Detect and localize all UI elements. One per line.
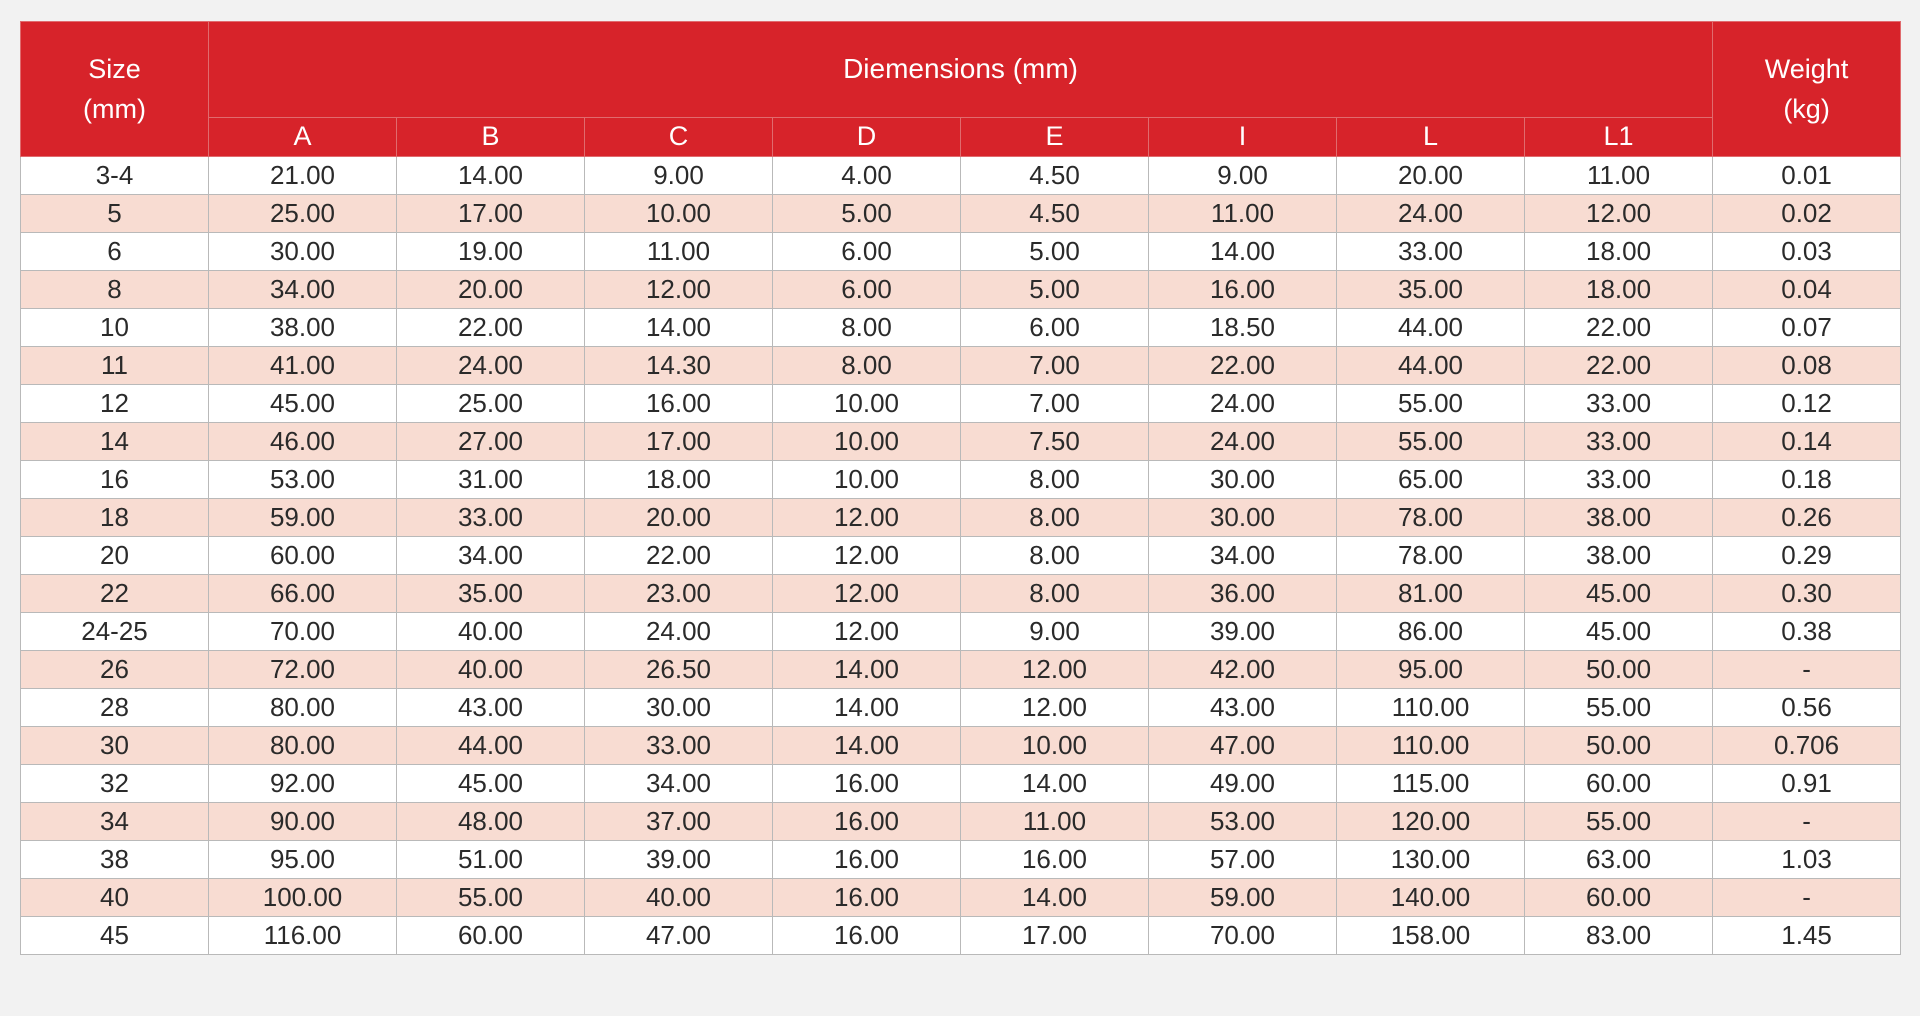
dimension-cell-e: 12.00 [961, 689, 1149, 727]
size-cell: 5 [21, 195, 209, 233]
table-row [21, 195, 1901, 233]
weight-cell: 0.01 [1713, 157, 1901, 195]
size-header-line2: (mm) [83, 94, 146, 124]
dimension-cell-c: 18.00 [585, 461, 773, 499]
dimension-cell-c: 30.00 [585, 689, 773, 727]
dimension-cell-i: 59.00 [1149, 879, 1337, 917]
dimension-cell-d: 16.00 [773, 765, 961, 803]
dimension-cell-e: 14.00 [961, 765, 1149, 803]
dimension-cell-l1: 50.00 [1525, 651, 1713, 689]
dimension-cell-l1: 60.00 [1525, 765, 1713, 803]
dimension-cell-i: 36.00 [1149, 575, 1337, 613]
dimension-cell-c: 47.00 [585, 917, 773, 955]
dimension-cell-c: 17.00 [585, 423, 773, 461]
dimension-cell-a: 72.00 [209, 651, 397, 689]
weight-cell: - [1713, 651, 1901, 689]
dimension-cell-l1: 12.00 [1525, 195, 1713, 233]
dimension-cell-a: 90.00 [209, 803, 397, 841]
dimension-cell-c: 9.00 [585, 157, 773, 195]
dimension-cell-b: 44.00 [397, 727, 585, 765]
dimension-cell-e: 6.00 [961, 309, 1149, 347]
dimension-cell-l: 86.00 [1337, 613, 1525, 651]
dimension-cell-i: 39.00 [1149, 613, 1337, 651]
dimension-cell-e: 17.00 [961, 917, 1149, 955]
dimension-cell-l1: 22.00 [1525, 347, 1713, 385]
dimension-cell-b: 43.00 [397, 689, 585, 727]
table-row [21, 841, 1901, 879]
dimension-cell-a: 38.00 [209, 309, 397, 347]
size-cell: 38 [21, 841, 209, 879]
dimension-cell-c: 24.00 [585, 613, 773, 651]
dimension-cell-d: 12.00 [773, 613, 961, 651]
size-cell: 26 [21, 651, 209, 689]
table-row [21, 689, 1901, 727]
dimension-cell-i: 53.00 [1149, 803, 1337, 841]
dimension-cell-i: 34.00 [1149, 537, 1337, 575]
dimension-cell-a: 100.00 [209, 879, 397, 917]
dimension-cell-l: 110.00 [1337, 689, 1525, 727]
dimension-cell-a: 30.00 [209, 233, 397, 271]
dimension-header-l: L [1337, 117, 1525, 156]
size-column-header [21, 22, 209, 157]
dimension-cell-b: 34.00 [397, 537, 585, 575]
table-row [21, 309, 1901, 347]
dimension-cell-b: 51.00 [397, 841, 585, 879]
dimension-cell-l: 35.00 [1337, 271, 1525, 309]
dimension-cell-l1: 33.00 [1525, 423, 1713, 461]
size-cell: 3-4 [21, 157, 209, 195]
dimension-cell-e: 16.00 [961, 841, 1149, 879]
dimension-cell-i: 18.50 [1149, 309, 1337, 347]
dimension-cell-c: 40.00 [585, 879, 773, 917]
dimension-cell-e: 5.00 [961, 233, 1149, 271]
header-row-top [21, 22, 1901, 118]
weight-cell: 0.29 [1713, 537, 1901, 575]
dimension-cell-c: 16.00 [585, 385, 773, 423]
dimension-cell-c: 33.00 [585, 727, 773, 765]
dimension-cell-c: 23.00 [585, 575, 773, 613]
dimension-cell-b: 22.00 [397, 309, 585, 347]
dimension-cell-i: 30.00 [1149, 461, 1337, 499]
size-header-line1: Size [88, 54, 141, 84]
dimension-cell-l: 78.00 [1337, 537, 1525, 575]
dimension-cell-d: 14.00 [773, 727, 961, 765]
weight-cell: - [1713, 803, 1901, 841]
dimension-cell-i: 22.00 [1149, 347, 1337, 385]
dimension-cell-l: 78.00 [1337, 499, 1525, 537]
dimension-cell-l: 95.00 [1337, 651, 1525, 689]
dimension-cell-l1: 45.00 [1525, 613, 1713, 651]
dimension-cell-a: 116.00 [209, 917, 397, 955]
dimension-cell-e: 7.00 [961, 385, 1149, 423]
dimension-cell-e: 4.50 [961, 195, 1149, 233]
dimension-cell-l: 55.00 [1337, 385, 1525, 423]
weight-cell: 0.12 [1713, 385, 1901, 423]
dimension-cell-d: 16.00 [773, 803, 961, 841]
dimension-cell-d: 10.00 [773, 461, 961, 499]
dimension-cell-e: 10.00 [961, 727, 1149, 765]
dimension-cell-d: 14.00 [773, 651, 961, 689]
dimension-cell-i: 43.00 [1149, 689, 1337, 727]
dimension-cell-a: 46.00 [209, 423, 397, 461]
dimension-cell-e: 9.00 [961, 613, 1149, 651]
size-cell: 16 [21, 461, 209, 499]
dimension-cell-c: 22.00 [585, 537, 773, 575]
dimension-cell-a: 21.00 [209, 157, 397, 195]
dimension-cell-i: 24.00 [1149, 423, 1337, 461]
dimension-cell-d: 12.00 [773, 499, 961, 537]
table-row [21, 613, 1901, 651]
dimension-cell-b: 40.00 [397, 613, 585, 651]
dimension-cell-l: 20.00 [1337, 157, 1525, 195]
dimension-cell-i: 14.00 [1149, 233, 1337, 271]
dimension-cell-i: 42.00 [1149, 651, 1337, 689]
size-cell: 12 [21, 385, 209, 423]
dimension-cell-b: 45.00 [397, 765, 585, 803]
table-row [21, 499, 1901, 537]
weight-cell: 0.08 [1713, 347, 1901, 385]
dimension-cell-d: 12.00 [773, 575, 961, 613]
dimension-cell-b: 55.00 [397, 879, 585, 917]
dimension-cell-b: 14.00 [397, 157, 585, 195]
dimension-cell-l: 158.00 [1337, 917, 1525, 955]
weight-header-line1: Weight [1764, 54, 1849, 84]
table-row [21, 727, 1901, 765]
dimension-cell-l1: 33.00 [1525, 461, 1713, 499]
dimension-header-d: D [773, 117, 961, 156]
weight-cell: 0.04 [1713, 271, 1901, 309]
dimension-cell-a: 70.00 [209, 613, 397, 651]
dimension-cell-e: 14.00 [961, 879, 1149, 917]
dimension-cell-b: 40.00 [397, 651, 585, 689]
dimension-cell-l1: 33.00 [1525, 385, 1713, 423]
dimension-cell-c: 34.00 [585, 765, 773, 803]
size-cell: 28 [21, 689, 209, 727]
dimension-cell-a: 95.00 [209, 841, 397, 879]
weight-column-header [1713, 22, 1901, 157]
dimension-cell-e: 7.00 [961, 347, 1149, 385]
dimensions-group-header: Diemensions (mm) [209, 22, 1713, 118]
dimension-cell-c: 11.00 [585, 233, 773, 271]
size-cell: 18 [21, 499, 209, 537]
size-cell: 10 [21, 309, 209, 347]
weight-cell: 0.30 [1713, 575, 1901, 613]
dimension-cell-d: 4.00 [773, 157, 961, 195]
dimension-cell-a: 66.00 [209, 575, 397, 613]
size-cell: 34 [21, 803, 209, 841]
table-row [21, 271, 1901, 309]
table-row [21, 233, 1901, 271]
weight-cell: 0.706 [1713, 727, 1901, 765]
weight-cell: 1.03 [1713, 841, 1901, 879]
dimension-cell-a: 53.00 [209, 461, 397, 499]
dimension-cell-d: 5.00 [773, 195, 961, 233]
dimension-cell-l1: 60.00 [1525, 879, 1713, 917]
dimension-header-l1: L1 [1525, 117, 1713, 156]
table-body [21, 157, 1901, 955]
dimension-cell-a: 25.00 [209, 195, 397, 233]
dimension-cell-b: 60.00 [397, 917, 585, 955]
dimension-cell-e: 8.00 [961, 575, 1149, 613]
dimension-cell-a: 41.00 [209, 347, 397, 385]
size-cell: 6 [21, 233, 209, 271]
dimension-cell-a: 92.00 [209, 765, 397, 803]
dimension-cell-b: 17.00 [397, 195, 585, 233]
weight-cell: 0.07 [1713, 309, 1901, 347]
dimension-header-a: A [209, 117, 397, 156]
size-cell: 40 [21, 879, 209, 917]
dimension-cell-d: 6.00 [773, 233, 961, 271]
dimension-cell-l1: 83.00 [1525, 917, 1713, 955]
dimension-cell-l: 55.00 [1337, 423, 1525, 461]
weight-cell: 1.45 [1713, 917, 1901, 955]
dimension-cell-d: 8.00 [773, 347, 961, 385]
dimension-header-e: E [961, 117, 1149, 156]
weight-cell: 0.14 [1713, 423, 1901, 461]
dimensions-table [20, 21, 1901, 955]
dimension-cell-i: 24.00 [1149, 385, 1337, 423]
dimension-cell-b: 33.00 [397, 499, 585, 537]
dimension-header-b: B [397, 117, 585, 156]
dimension-cell-l1: 50.00 [1525, 727, 1713, 765]
table-row [21, 765, 1901, 803]
weight-cell: 0.02 [1713, 195, 1901, 233]
dimension-cell-a: 80.00 [209, 727, 397, 765]
dimension-cell-e: 7.50 [961, 423, 1149, 461]
dimension-cell-d: 16.00 [773, 841, 961, 879]
dimension-cell-l1: 38.00 [1525, 537, 1713, 575]
dimension-cell-i: 49.00 [1149, 765, 1337, 803]
weight-cell: 0.38 [1713, 613, 1901, 651]
dimension-cell-l: 33.00 [1337, 233, 1525, 271]
dimension-cell-l: 24.00 [1337, 195, 1525, 233]
table-row [21, 575, 1901, 613]
dimension-cell-b: 48.00 [397, 803, 585, 841]
dimension-cell-b: 25.00 [397, 385, 585, 423]
dimension-cell-c: 39.00 [585, 841, 773, 879]
dimension-cell-e: 8.00 [961, 499, 1149, 537]
dimension-cell-l1: 11.00 [1525, 157, 1713, 195]
dimension-cell-c: 20.00 [585, 499, 773, 537]
dimension-cell-a: 60.00 [209, 537, 397, 575]
dimension-header-c: C [585, 117, 773, 156]
dimension-cell-b: 24.00 [397, 347, 585, 385]
size-cell: 45 [21, 917, 209, 955]
dimension-cell-c: 10.00 [585, 195, 773, 233]
dimension-cell-c: 14.30 [585, 347, 773, 385]
dimension-cell-i: 16.00 [1149, 271, 1337, 309]
size-cell: 20 [21, 537, 209, 575]
dimension-cell-c: 12.00 [585, 271, 773, 309]
dimension-cell-i: 57.00 [1149, 841, 1337, 879]
table-row [21, 537, 1901, 575]
dimension-cell-e: 8.00 [961, 461, 1149, 499]
table-row [21, 651, 1901, 689]
dimension-cell-l: 81.00 [1337, 575, 1525, 613]
table-row [21, 347, 1901, 385]
dimension-cell-c: 26.50 [585, 651, 773, 689]
dimension-cell-d: 16.00 [773, 879, 961, 917]
dimension-cell-i: 9.00 [1149, 157, 1337, 195]
dimension-cell-i: 11.00 [1149, 195, 1337, 233]
dimension-cell-e: 11.00 [961, 803, 1149, 841]
size-cell: 30 [21, 727, 209, 765]
dimension-cell-b: 19.00 [397, 233, 585, 271]
weight-cell: 0.18 [1713, 461, 1901, 499]
dimension-cell-l: 130.00 [1337, 841, 1525, 879]
weight-cell: 0.26 [1713, 499, 1901, 537]
dimension-cell-d: 16.00 [773, 917, 961, 955]
dimension-cell-l1: 18.00 [1525, 271, 1713, 309]
table-row [21, 423, 1901, 461]
dimension-cell-l: 120.00 [1337, 803, 1525, 841]
dimension-cell-e: 8.00 [961, 537, 1149, 575]
dimension-cell-l1: 38.00 [1525, 499, 1713, 537]
size-cell: 32 [21, 765, 209, 803]
weight-header-line2: (kg) [1783, 94, 1830, 124]
size-cell: 24-25 [21, 613, 209, 651]
size-cell: 22 [21, 575, 209, 613]
dimension-cell-b: 27.00 [397, 423, 585, 461]
dimension-cell-l1: 55.00 [1525, 689, 1713, 727]
dimension-cell-b: 20.00 [397, 271, 585, 309]
table-row [21, 803, 1901, 841]
table-row [21, 879, 1901, 917]
dimension-cell-l1: 63.00 [1525, 841, 1713, 879]
size-cell: 11 [21, 347, 209, 385]
dimension-cell-i: 30.00 [1149, 499, 1337, 537]
dimension-header-i: I [1149, 117, 1337, 156]
dimension-cell-l1: 45.00 [1525, 575, 1713, 613]
dimension-cell-l: 140.00 [1337, 879, 1525, 917]
dimension-cell-l: 115.00 [1337, 765, 1525, 803]
dimension-cell-l: 65.00 [1337, 461, 1525, 499]
dimension-cell-d: 10.00 [773, 385, 961, 423]
dimension-cell-i: 70.00 [1149, 917, 1337, 955]
dimension-cell-c: 14.00 [585, 309, 773, 347]
dimension-cell-a: 45.00 [209, 385, 397, 423]
dimension-cell-l1: 18.00 [1525, 233, 1713, 271]
header-row-dimensions [21, 117, 1901, 156]
table-row [21, 385, 1901, 423]
dimension-cell-i: 47.00 [1149, 727, 1337, 765]
dimension-cell-l: 44.00 [1337, 309, 1525, 347]
dimension-cell-d: 12.00 [773, 537, 961, 575]
dimension-cell-d: 6.00 [773, 271, 961, 309]
dimension-cell-a: 80.00 [209, 689, 397, 727]
dimension-cell-e: 4.50 [961, 157, 1149, 195]
weight-cell: 0.56 [1713, 689, 1901, 727]
dimension-cell-d: 14.00 [773, 689, 961, 727]
dimension-cell-b: 31.00 [397, 461, 585, 499]
weight-cell: 0.91 [1713, 765, 1901, 803]
dimension-cell-l1: 55.00 [1525, 803, 1713, 841]
dimension-cell-a: 59.00 [209, 499, 397, 537]
dimension-cell-e: 5.00 [961, 271, 1149, 309]
dimension-cell-d: 8.00 [773, 309, 961, 347]
dimension-cell-e: 12.00 [961, 651, 1149, 689]
dimension-cell-d: 10.00 [773, 423, 961, 461]
dimension-cell-c: 37.00 [585, 803, 773, 841]
size-cell: 14 [21, 423, 209, 461]
dimension-cell-b: 35.00 [397, 575, 585, 613]
dimension-cell-l1: 22.00 [1525, 309, 1713, 347]
dimension-cell-l: 110.00 [1337, 727, 1525, 765]
weight-cell: - [1713, 879, 1901, 917]
dimension-cell-a: 34.00 [209, 271, 397, 309]
table-header [21, 22, 1901, 157]
size-cell: 8 [21, 271, 209, 309]
weight-cell: 0.03 [1713, 233, 1901, 271]
table-row [21, 157, 1901, 195]
table-row [21, 461, 1901, 499]
table-row [21, 917, 1901, 955]
dimension-cell-l: 44.00 [1337, 347, 1525, 385]
